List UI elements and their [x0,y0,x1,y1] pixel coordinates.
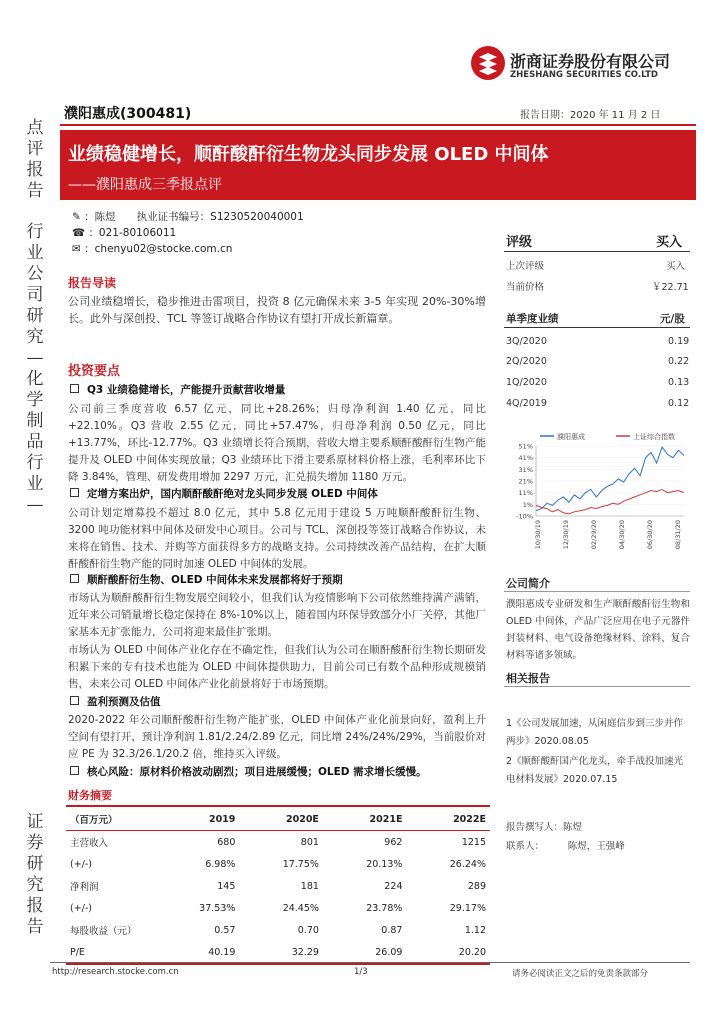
price-value: ￥22.71 [652,282,689,293]
bullet-box-icon [70,384,79,393]
table-header-cell: 2022E [453,813,486,825]
pen-icon: ✎ [72,211,81,223]
footer-disclaimer: 请务必阅读正文之后的免责条款部分 [512,969,649,979]
bullet-box-icon [70,766,79,775]
financial-top-rule [66,805,490,807]
series-line [536,490,684,514]
profile-text: 濮阳惠成专业研发和生产顺酐酸酐衍生物和 OLED 中间体，产品广泛应用在电子元器件封装材料、电气设备绝缘材料、涂料、复合材料等诸多领域。 [506,599,690,661]
point-4-heading: 盈利预测及估值 [70,694,161,709]
y-tick-label: 51% [518,442,533,451]
side-label-industry: 行业公司研究—化学制品行业— [26,222,44,515]
report-contact: 联系人： 陈煜，王强峰 [506,841,625,852]
table-cell: 145 [217,880,236,892]
eps-value: 0.12 [668,398,690,409]
company-name-en: ZHESHANG SECURITIES CO.LTD [510,70,658,80]
bullet-box-icon [70,696,79,705]
table-cell: 224 [384,880,403,892]
x-tick-label: 06/30/20 [646,520,654,550]
table-cell: 26.24% [449,858,486,870]
y-tick-label: 11% [518,489,533,498]
related-report-2[interactable]: 2《顺酐酸酐国产化龙头，牵手战投加速光电材料发展》2020.07.15 [506,756,684,785]
phone-icon: ☎ [72,227,86,239]
analyst-name-row [72,209,304,224]
side-label-securities: 证券研究报告 [26,812,44,937]
x-tick-label: 04/30/20 [618,520,626,550]
table-cell: 0.70 [297,924,319,936]
table-cell: 26.09 [375,946,403,958]
eps-value: 0.19 [668,336,690,347]
point-4-text: 2020-2022 年公司顺酐酸酐衍生物产能扩张，OLED 中间体产业化前景向好，盈利上升空间有望打开，预计净利润 1.81/2.24/2.89 亿元，同比增 24%/24%/29%，当前股价对应 PE 为 32.3/26.1/20.2 倍，维持买入评级。 [68,714,486,760]
analyst-email[interactable]: ：chenyu02@stocke.com.cn [84,243,233,255]
report-writer: 报告撰写人：陈煜 [506,822,583,833]
table-cell: (+/-) [70,902,93,914]
table-cell: 0.87 [381,924,403,936]
eps-label: 单季度业绩 [506,313,559,325]
header-rule [60,124,696,126]
stock-name: 濮阳惠成(300481) [64,106,192,122]
point-1-heading: Q3 业绩稳健增长，产能提升贡献营收增量 [70,382,285,397]
x-tick-label: 12/30/19 [562,520,570,550]
y-tick-label: 1% [522,500,533,509]
table-cell: (+/-) [70,858,93,870]
intro-heading: 报告导读 [68,276,117,290]
analyst-phone-row [72,225,176,240]
analyst-name: ：陈煜 执业证书编号：S1230520040001 [84,211,304,223]
x-tick-label: 02/29/20 [590,520,598,550]
table-cell: 20.13% [366,858,403,870]
rating-value: 买入 [656,235,683,250]
eps-unit: 元/股 [660,313,685,325]
table-cell: 0.57 [214,924,236,936]
table-cell: P/E [70,946,85,958]
legend-label: 上证综合指数 [633,433,675,441]
table-row [66,897,490,919]
risk-heading: 核心风险：原材料价格波动剧烈；项目进展缓慢；OLED 需求增长缓慢。 [70,764,427,779]
table-cell: 主营收入 [70,838,109,849]
point-2-heading: 定增方案出炉，国内顺酐酸酐绝对龙头同步发展 OLED 中间体 [70,486,378,501]
table-cell: 1.12 [464,924,486,936]
profile-rule [504,591,690,592]
eps-value: 0.13 [668,377,690,388]
table-cell: 32.29 [291,946,319,958]
stock-chart [504,428,690,568]
footer-url[interactable]: http://research.stocke.com.cn [52,967,179,977]
table-header-row [66,808,490,831]
related-rule [504,686,690,687]
email-icon: ✉ [72,243,81,255]
bullet-box-icon [70,488,79,497]
point-2-text: 公司计划定增募投不超过 8.0 亿元，其中 5.8 亿元用于建设 5 万吨顺酐酸酐衍生物、3200 吨功能材料中间体及研发中心项目。公司与 TCL、深创投等签订战略合作协议，未来将在销售、技术、并购等方面获得多方的战略支持。公司持续改善产品结构，在扩大顺酐酸酐衍生物产能的同时加速 OLED 中间体的发展。 [68,507,486,570]
table-cell: 6.98% [205,858,236,870]
profile-heading: 公司简介 [506,577,550,590]
table-cell: 1215 [461,836,486,848]
rating-rule [504,251,690,252]
report-date: 报告日期：2020 年 11 月 2 日 [520,110,661,121]
table-row [66,941,490,964]
table-cell: 17.75% [282,858,319,870]
table-row [66,919,490,941]
table-cell: 801 [300,836,319,848]
table-cell: 净利润 [70,882,99,893]
y-tick-label: -10% [516,512,533,521]
x-tick-label: 10/30/19 [534,520,542,550]
table-header-cell: 2021E [369,813,403,825]
legend-label: 濮阳惠成 [557,433,585,441]
table-header-cell: 2020E [285,813,319,825]
stock-chart-svg [504,428,690,568]
x-tick-label: 08/31/20 [674,520,682,550]
point-3-text-b: 市场认为 OLED 中间体产业化存在不确定性，但我们认为公司在顺酐酸酐衍生物长期研发积累下来的专有技术也能为 OLED 中间体提供助力，目前公司已有数个品种形成规模销售，未来公司 OLED 中间体产业化前景将好于市场预期。 [68,644,486,690]
financial-heading: 财务摘要 [68,789,112,802]
page-number: 1/3 [354,967,368,977]
eps-quarter: 4Q/2019 [506,398,547,409]
eps-quarter: 1Q/2020 [506,377,547,388]
rating-label: 评级 [506,235,533,250]
series-line [536,447,684,511]
eps-rule [504,327,690,328]
price-label: 当前价格 [506,282,545,293]
y-tick-label: 21% [518,477,533,486]
table-cell: 37.53% [199,902,236,914]
table-cell: 20.20 [458,946,486,958]
related-report-1[interactable]: 1《公司发展加速，从闲庭信步到三步并作两步》2020.08.05 [506,718,684,747]
table-cell: 每股收益（元） [70,926,137,937]
prev-rating-value: 买入 [666,261,686,272]
eps-value: 0.22 [668,356,690,367]
table-cell: 40.19 [208,946,236,958]
table-header-cell: （百万元） [70,815,118,826]
related-heading: 相关报告 [506,672,550,685]
prev-rating-label: 上次评级 [506,261,545,272]
y-tick-label: 31% [518,465,533,474]
report-subtitle: ——濮阳惠成三季报点评 [68,177,222,193]
table-cell: 680 [217,836,236,848]
table-cell: 24.45% [282,902,319,914]
financial-table [66,808,490,965]
table-cell: 23.78% [366,902,403,914]
company-name-cn: 浙商证券股份有限公司 [510,52,671,71]
point-1-text: 公司前三季度营收 6.57 亿元，同比+28.26%；归母净利润 1.40 亿元，同比+22.10%。Q3 营收 2.55 亿元，同比+57.47%，归母净利润 0.50 亿元，同比+13.77%，环比-12.77%。Q3 业绩增长符合预期，营收大增主要系顺酐酸酐衍生物产能提升及 OLED 中间体实现放量；Q3 业绩环比下滑主要系原材料价格上涨，毛利率环比下降 3.84%，管理、研发费用增加 2297 万元，汇兑损失增加 1180 万元。 [68,403,486,483]
zheshang-logo-icon [470,45,506,81]
eps-quarter: 3Q/2020 [506,336,547,347]
table-row [66,831,490,854]
points-heading: 投资要点 [68,364,121,379]
intro-text: 公司业绩稳增长，稳步推进击雷项目，投资 8 亿元确保未来 3-5 年实现 20%-30%增长。此外与深创投、TCL 等签订战略合作协议有望打开成长新篇章。 [68,295,486,325]
table-cell: 181 [300,880,319,892]
point-3-text-a: 市场认为顺酐酸酐衍生物发展空间较小，但我们认为疫情影响下公司依然维持满产满销，近年来公司销量增长稳定保持在 8%-10%以上，随着国内环保导致部分小厂关停，其他厂家基本无扩张能力，公司将迎来最佳扩张期。 [68,592,486,638]
bullet-box-icon [70,574,79,583]
side-label-review: 点评报告 [26,118,44,201]
table-row [66,875,490,897]
table-header-cell: 2019 [208,813,236,825]
table-cell: 289 [467,880,486,892]
eps-quarter: 2Q/2020 [506,356,547,367]
point-3-heading: 顺酐酸酐衍生物、OLED 中间体未来发展都将好于预期 [70,572,343,587]
table-cell: 962 [384,836,403,848]
analyst-phone: ：021-80106011 [88,227,177,239]
table-cell: 29.17% [449,902,486,914]
report-title: 业绩稳健增长，顺酐酸酐衍生物龙头同步发展 OLED 中间体 [68,144,549,165]
analyst-email-row [72,241,232,256]
table-row [66,853,490,875]
footer-rule [50,962,690,963]
y-tick-label: 41% [518,454,533,463]
